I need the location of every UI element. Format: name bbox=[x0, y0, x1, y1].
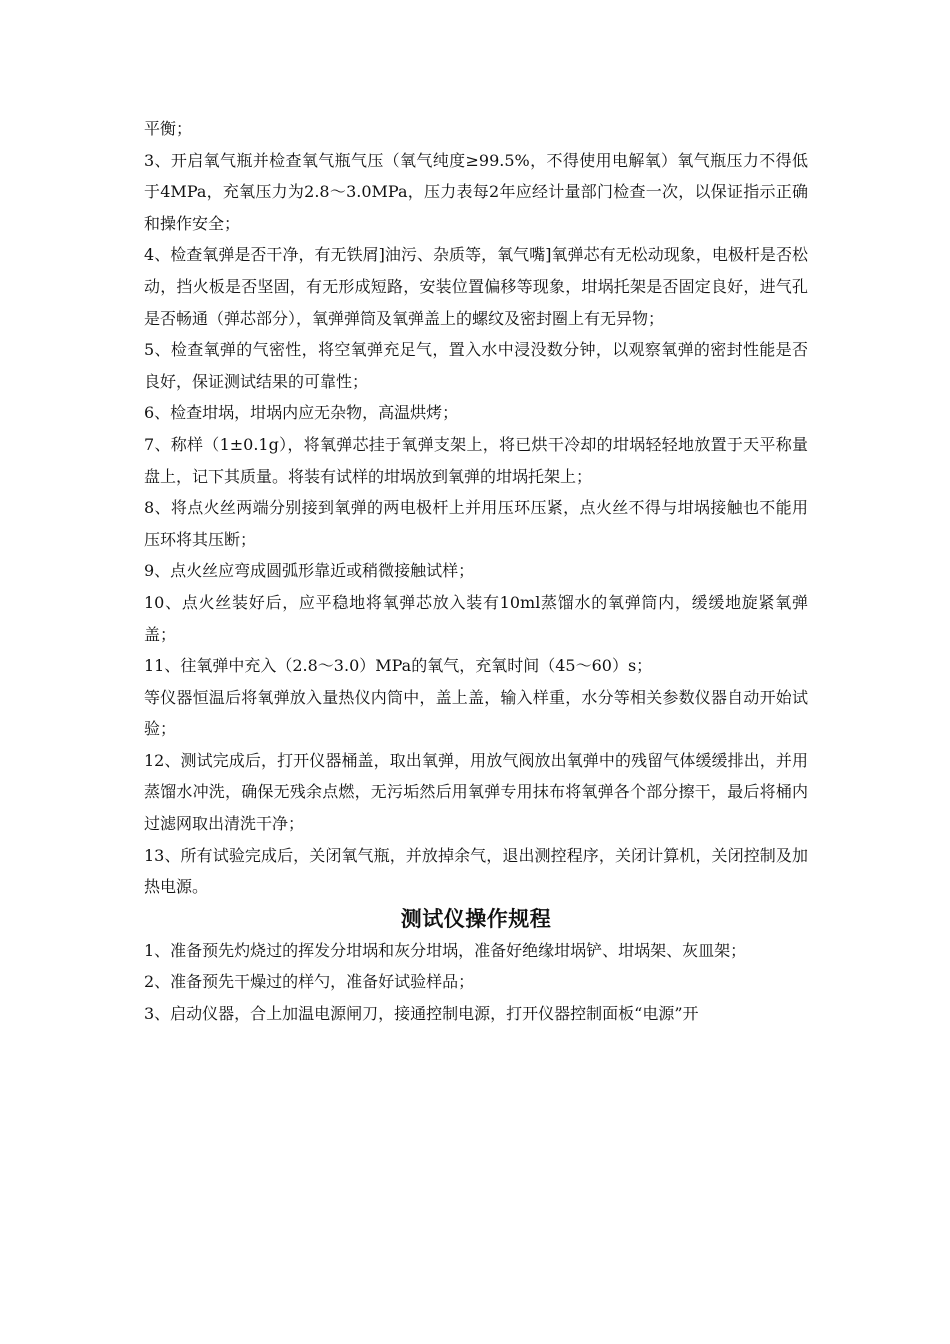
paragraph-step-8-ignition-wire: 8、将点火丝两端分别接到氧弹的两电极杆上并用压环压紧，点火丝不得与坩埚接触也不能用压环将其压断； bbox=[144, 498, 808, 549]
paragraph-step-6-crucible: 6、检查坩埚，坩埚内应无杂物，高温烘烤； bbox=[144, 403, 459, 423]
document-page bbox=[144, 113, 808, 1030]
paragraph-step-12-after-test: 12、测试完成后，打开仪器桶盖，取出氧弹，用放气阀放出氧弹中的残留气体缓缓排出，并用蒸馏水冲洗，确保无残余点燃，无污垢然后用氧弹专用抹布将氧弹各个部分擦干，最后将桶内过滤网取出清洗干净； bbox=[144, 750, 808, 834]
paragraph-tester-step-2: 2、准备预先干燥过的样勺，准备好试验样品； bbox=[144, 972, 475, 992]
paragraph-tester-step-1: 1、准备预先灼烧过的挥发分坩埚和灰分坩埚，准备好绝缘坩埚铲、坩埚架、灰皿架； bbox=[144, 940, 747, 960]
paragraph-step-5-airtightness: 5、检查氧弹的气密性，将空氧弹充足气，置入水中浸没数分钟，以观察氧弹的密封性能是否良好，保证测试结果的可靠性； bbox=[144, 340, 808, 391]
paragraph-balance-continuation: 平衡； bbox=[144, 119, 193, 138]
paragraph-step-10-insert-core: 10、点火丝装好后，应平稳地将氧弹芯放入装有10ml蒸馏水的氧弹筒内，缓缓地旋紧氧弹盖； bbox=[144, 592, 808, 644]
section-title: 测试仪操作规程 bbox=[400, 906, 552, 931]
paragraph-step-13-shutdown: 13、所有试验完成后，关闭氧气瓶，并放掉余气，退出测控程序，关闭计算机，关闭控制及加热电源。 bbox=[144, 845, 808, 897]
paragraph-step-11-fill-oxygen: 11、往氧弹中充入（2.8～3.0）MPa的氧气，充氧时间（45～60）s； bbox=[144, 656, 653, 676]
paragraph-step-7-weigh-sample: 7、称样（1±0.1g），将氧弹芯挂于氧弹支架上，将已烘干冷却的坩埚轻轻地放置于天平称量盘上，记下其质量。将装有试样的坩埚放到氧弹的坩埚托架上； bbox=[144, 434, 808, 486]
paragraph-step-3-oxygen-cylinder: 3、开启氧气瓶并检查氧气瓶气压（氧气纯度≥99.5%，不得使用电解氧）氧气瓶压力不得低于4MPa，充氧压力为2.8～3.0MPa，压力表每2年应经计量部门检查一次，以保证指示正确和操作安全； bbox=[144, 150, 808, 233]
paragraph-start-test: 等仪器恒温后将氧弹放入量热仪内筒中，盖上盖，输入样重，水分等相关参数仪器自动开始试验； bbox=[144, 687, 808, 739]
paragraph-step-4-check-bomb: 4、检查氧弹是否干净，有无铁屑]油污、杂质等，氧气嘴]氧弹芯有无松动现象，电极杆是否松动，挡火板是否坚固，有无形成短路，安装位置偏移等现象，坩埚托架是否固定良好，进气孔是否畅通（弹芯部分），氧弹弹筒及氧弹盖上的螺纹及密封圈上有无异物； bbox=[144, 245, 808, 328]
paragraph-tester-step-3: 3、启动仪器，合上加温电源闸刀，接通控制电源，打开仪器控制面板“电源”开 bbox=[144, 1004, 699, 1024]
paragraph-step-9-wire-shape: 9、点火丝应弯成圆弧形靠近或稍微接触试样； bbox=[144, 561, 475, 581]
